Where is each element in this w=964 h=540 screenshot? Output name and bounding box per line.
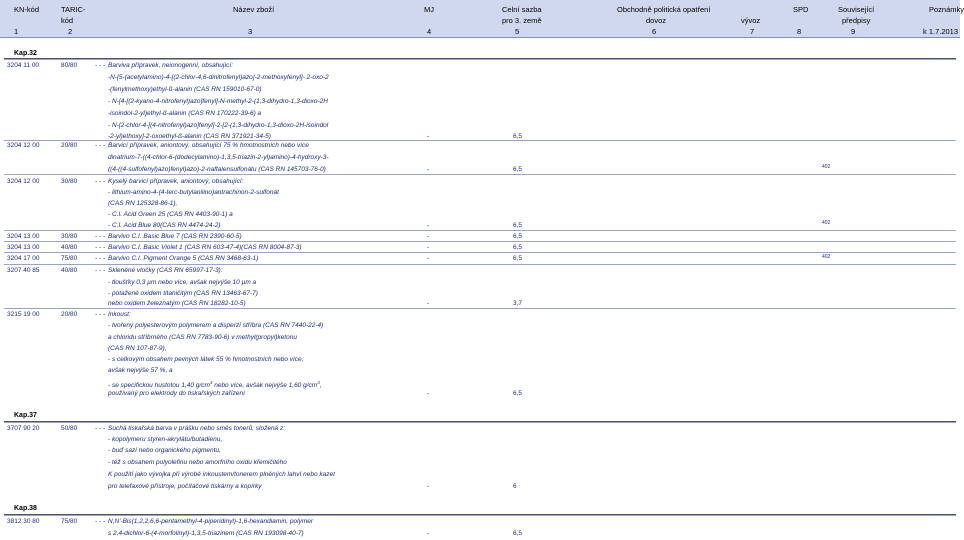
col-num-2: 2 — [68, 27, 73, 36]
unit: - — [427, 133, 430, 140]
kn-code: 3204 12 00 — [7, 142, 40, 149]
footnote-ref[interactable]: 402 — [822, 220, 831, 226]
row-border — [4, 515, 956, 516]
description-line: Barvivo C.I. Pigment Orange 5 (CAS RN 3468-63-1) — [108, 255, 259, 262]
duty-rate: 6,5 — [513, 133, 523, 140]
description-line: Inkoust: — [108, 311, 131, 318]
header-predpisy: předpisy — [842, 16, 871, 25]
description-line: - N-[2-chlor-4-[(4-nitrofenyl)azo]fenyl]-2-[2-(1,3-dihydro-1,3-dioxo-2H-isoindol — [108, 122, 329, 129]
row-border — [4, 230, 956, 231]
dash-marker: - - - — [95, 311, 106, 318]
description-line: N,N'-Bis(1,2,2,6,6-pentamethyl-4-piperidinyl)-1,6-hexandiamin, polymer — [108, 518, 313, 525]
description-line: -2-yl)ethoxy]-2-oxoethyl-ß-alanin (CAS RN 371921-34-5) — [108, 133, 271, 140]
duty-rate: 6,5 — [513, 530, 523, 537]
header-vyvoz: vývoz — [741, 16, 761, 25]
dash-marker: - - - — [95, 255, 106, 262]
table-header — [0, 0, 964, 38]
description-line: (CAS RN 125328-86-1), — [108, 200, 178, 207]
header-pro-3-zeme: pro 3. země — [502, 16, 542, 25]
col-num-3: 3 — [248, 27, 253, 36]
taric-code: 40/80 — [61, 244, 78, 251]
description-line: - kopolymeru styren-akrylátu/butadienu, — [108, 436, 223, 443]
description-line: Barvicí přípravek, aniontový, obsahující 75 % hmotnostních nebo více — [108, 142, 309, 149]
superscript: 3 — [317, 380, 320, 385]
duty-rate: 6,5 — [513, 166, 523, 173]
taric-code: 75/80 — [61, 255, 78, 262]
duty-rate: 6,5 — [513, 233, 523, 240]
description-line: - tloušťky 0,3 µm nebo více, avšak nejvýše 10 µm a — [108, 279, 257, 286]
description-line: a chloridu stříbrného (CAS RN 7783-90-6) v methyl(propyl)ketonu — [108, 334, 297, 341]
col-date: k 1.7.2013 — [923, 27, 959, 36]
header-taric: TARIC- — [61, 5, 86, 14]
header-nazev: Název zboží — [233, 5, 275, 14]
row-border — [4, 422, 956, 423]
description-line: dinatrium-7-((4-chlor-6-(dodecylamino)-1,3,5-triazin-2-yl)amino)-4-hydroxy-3- — [108, 154, 329, 161]
description-line: Skleněné vločky (CAS RN 65997-17-3): — [108, 267, 223, 274]
description-line: používaný pro elektrody do tiskařských zařízení — [108, 390, 245, 397]
header-poznamky: Poznámky — [929, 5, 964, 14]
dash-marker: - - - — [95, 62, 106, 69]
description-line: - potažené oxidem titaničitým (CAS RN 13463-67-7) — [108, 290, 258, 297]
dash-marker: - - - — [95, 233, 106, 240]
unit: - — [427, 222, 430, 229]
dash-marker: - - - — [95, 244, 106, 251]
description-line: K použití jako vývojka při výrobě inkoustem/tonerem plněných lahví nebo kazet — [108, 471, 335, 478]
duty-rate: 6,5 — [513, 255, 523, 262]
col-num-6: 6 — [652, 27, 657, 36]
unit: - — [427, 244, 430, 251]
header-obchodne-politicka: Obchodně politická opatření — [617, 5, 711, 14]
col-num-4: 4 — [427, 27, 432, 36]
duty-rate: 6 — [513, 483, 517, 490]
row-border — [4, 308, 956, 309]
unit: - — [427, 166, 430, 173]
unit: - — [427, 390, 430, 397]
description-line: Suchá tiskařská barva v prášku nebo směs tonerů, složená z: — [108, 425, 286, 432]
duty-rate: 6,5 — [513, 244, 523, 251]
kn-code: 3204 11 00 — [7, 62, 40, 69]
taric-code: 30/80 — [61, 233, 78, 240]
chapter-heading: Kap.38 — [14, 505, 37, 512]
kn-code: 3707 90 20 — [7, 425, 40, 432]
footnote-ref[interactable]: 402 — [822, 254, 831, 260]
description-line: - tvořený polyesterovým polymerem a disperzí stříbra (CAS RN 7440-22-4) — [108, 322, 324, 329]
dash-marker: - - - — [95, 425, 106, 432]
col-num-8: 8 — [797, 27, 802, 36]
description-line: - též s obsahem polyolefinu nebo amorfního oxidu křemičitého — [108, 459, 287, 466]
unit: - — [427, 483, 430, 490]
unit: - — [427, 255, 430, 262]
description-line: (CAS RN 107-87-9), — [108, 345, 167, 352]
superscript: 3 — [209, 380, 213, 385]
description-line: avšak nejvýše 57 %, a — [108, 367, 173, 374]
header-celni-sazba: Celní sazba — [502, 5, 542, 14]
description-line: - s celkovým obsahem pevných látek 55 % hmotnostních nebo více, — [108, 356, 304, 363]
header-kn-kod: KN-kód — [14, 5, 40, 14]
col-num-7: 7 — [750, 27, 755, 36]
header-spd: SPD — [793, 5, 809, 14]
unit: - — [427, 233, 430, 240]
description-line: nebo oxidem železnatým (CAS RN 18282-10-5) — [108, 300, 246, 307]
kn-code: 3204 13 00 — [7, 244, 40, 251]
row-border — [4, 59, 956, 60]
description-part: , — [319, 382, 322, 390]
taric-code: 50/80 — [61, 425, 78, 432]
taric-code: 30/80 — [61, 178, 78, 185]
col-num-1: 1 — [14, 27, 19, 36]
chapter-heading: Kap.32 — [14, 50, 37, 57]
taric-code: 20/80 — [61, 142, 78, 149]
col-num-5: 5 — [515, 27, 520, 36]
kn-code: 3812 30 80 — [7, 518, 40, 525]
dash-marker: - - - — [95, 267, 106, 274]
header-souvisejici: Související — [838, 5, 875, 14]
duty-rate: 6,5 — [513, 222, 523, 229]
dash-marker: - - - — [95, 518, 106, 525]
description-line: s 2,4-dichlor-6-(4-morfolinyl)-1,3,5-triazinem (CAS RN 193098-40-7) — [108, 530, 304, 537]
description-line: - C.I. Acid Green 25 (CAS RN 4403-90-1) a — [108, 211, 233, 218]
kn-code: 3215 19 00 — [7, 311, 40, 318]
kn-code: 3204 17 00 — [7, 255, 40, 262]
row-border — [4, 140, 956, 141]
kn-code: 3204 12 00 — [7, 178, 40, 185]
kn-code: 3207 40 85 — [7, 267, 40, 274]
description-line: Kyselý barvicí přípravek, aniontový, obsahující: — [108, 178, 244, 185]
taric-code: 80/80 — [61, 62, 78, 69]
header-kod: kód — [61, 16, 74, 25]
col-num-9: 9 — [851, 27, 856, 36]
description-line: - lithium-amino-4-(4-terc-butylanilino)antrachinon-2-sulfonát — [108, 189, 279, 196]
description-line: pro telefaxové přístroje, počítačové tiskárny a kopírky — [108, 483, 262, 490]
description-part: - se specifickou hustotou 1,40 g/cm — [108, 382, 210, 390]
description-line: - C.I. Acid Blue 80(CAS RN 4474-24-2) — [108, 222, 221, 229]
description-line: - buď sazí nebo organického pigmentu, — [108, 447, 221, 454]
row-border — [4, 264, 956, 265]
description-line: -N-[5-(acetylamino)-4-[(2-chlor-4,6-dinitrofenyl)azo]-2-methoxyfenyl]- 2-oxo-2 — [108, 74, 329, 81]
description-line: - N-[4-[(2-kyano-4-nitrofenyl)azo]fenyl]-N-methyl-2-(1,3-dihydro-1,3-dioxo-2H — [108, 98, 328, 105]
description-line — [108, 379, 322, 390]
row-border — [4, 241, 956, 242]
taric-code: 20/80 — [61, 311, 78, 318]
header-mj: MJ — [424, 5, 434, 14]
dash-marker: - - - — [95, 142, 106, 149]
unit: - — [427, 300, 430, 307]
duty-rate: 6,5 — [513, 390, 523, 397]
description-line: ((4-((4-sulfofenyl)azo)fenyl)azo)-2-naftalensulfonátu (CAS RN 145703-76-0) — [108, 166, 326, 173]
taric-code: 40/80 — [61, 267, 78, 274]
footnote-ref[interactable]: 402 — [822, 164, 831, 170]
duty-rate: 3,7 — [513, 300, 523, 307]
description-line: Barviva přípravek, neionogenní, obsahující: — [108, 62, 234, 69]
description-line: -(fenylmethoxy)ethyl-ß-alanin (CAS RN 159010-67-0) — [108, 86, 262, 93]
description-part: nebo více, avšak nejvýše 1,60 g/cm — [212, 382, 318, 390]
kn-code: 3204 13 00 — [7, 233, 40, 240]
row-border — [4, 174, 956, 175]
taric-code: 75/80 — [61, 518, 78, 525]
row-border — [4, 252, 956, 253]
description-line: Barvivo C.I. Basic Blue 7 (CAS RN 2390-60-5) — [108, 233, 242, 240]
dash-marker: - - - — [95, 178, 106, 185]
header-dovoz: dovoz — [646, 16, 667, 25]
description-line: Barvivo C.I. Basic Violet 1 (CAS RN 603-47-4)(CAS RN 8004-87-3) — [108, 244, 302, 251]
chapter-heading: Kap.37 — [14, 412, 37, 419]
unit: - — [427, 530, 430, 537]
description-line: -isoindol-2-yl)ethyl-ß-alanin (CAS RN 170222-39-6) a — [108, 110, 262, 117]
